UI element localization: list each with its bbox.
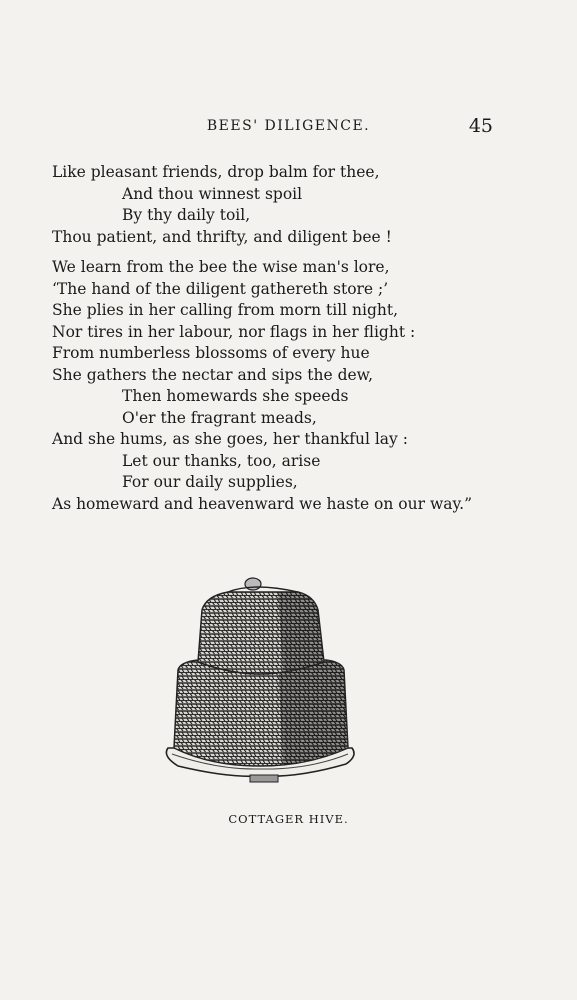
poem-line: O'er the fragrant meads,: [122, 408, 317, 427]
poem-stanza: [52, 257, 522, 515]
page-number: 45: [468, 115, 493, 137]
poem-line: By thy daily toil,: [122, 206, 251, 224]
poem-line: For our daily supplies,: [122, 473, 298, 491]
poem-line: And thou winnest spoil: [122, 184, 303, 203]
poem-line: Let our thanks, too, arise: [122, 451, 321, 470]
poem-line: Like pleasant friends, drop balm for thee,: [52, 163, 380, 181]
beehive-illustration: [158, 570, 363, 805]
poem-line: We learn from the bee the wise man's lore,: [52, 258, 390, 276]
poem-line: ‘The hand of the diligent gathereth store ;’: [52, 279, 389, 298]
poem-line: She plies in her calling from morn till night,: [52, 301, 399, 319]
poem-line: And she hums, as she goes, her thankful lay :: [52, 430, 408, 448]
poem-line: Then homewards she speeds: [122, 387, 349, 405]
poem-line: From numberless blossoms of every hue: [52, 344, 370, 362]
poem-stanza: [52, 162, 522, 248]
poem-line: She gathers the nectar and sips the dew,: [52, 365, 374, 384]
illustration-caption: COTTAGER HIVE.: [228, 812, 349, 826]
poem-line: As homeward and heavenward we haste on our way.”: [52, 494, 472, 513]
poem-line: Nor tires in her labour, nor flags in her flight :: [52, 322, 416, 341]
running-header: BEES' DILIGENCE.: [206, 118, 371, 134]
poem-line: Thou patient, and thrifty, and diligent bee !: [52, 227, 392, 246]
